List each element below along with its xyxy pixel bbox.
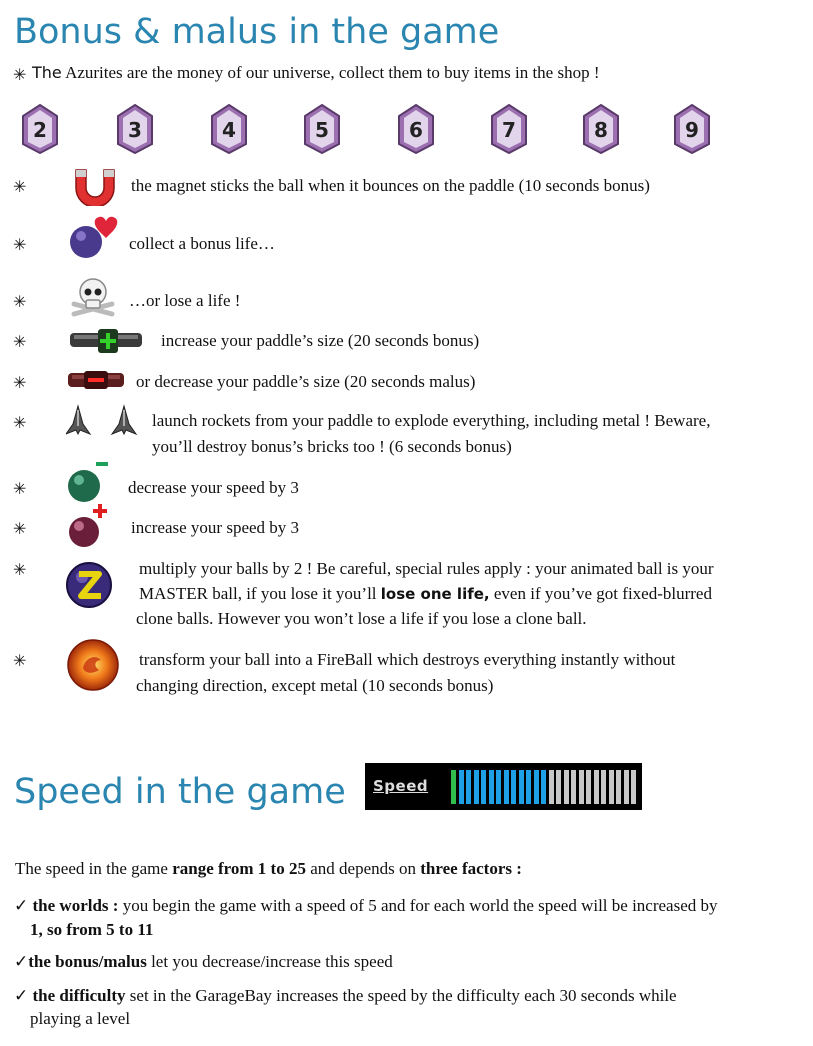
- gem-value: 3: [128, 118, 142, 142]
- item-text: decrease your speed by 3: [128, 478, 299, 497]
- factor-title: the difficulty: [32, 986, 126, 1005]
- lose-one-life-bold: lose one life,: [380, 585, 490, 603]
- item-text-line3: clone balls. However you won’t lose a life if you lose a clone ball.: [136, 609, 587, 628]
- factor-text: let you decrease/increase this speed: [146, 952, 393, 971]
- bullet-icon: ✳: [13, 521, 27, 538]
- azurite-gem-6: [396, 104, 436, 154]
- speed-segment: [466, 770, 471, 804]
- speed-segment: [594, 770, 599, 804]
- speed-segment: [564, 770, 569, 804]
- item-text-line2: you’ll destroy bonus’s bricks too ! (6 seconds bonus): [152, 437, 512, 456]
- skull-icon: [70, 276, 116, 323]
- speed-range-bold: range from 1 to 25: [172, 859, 306, 878]
- azurite-gem-9: [672, 104, 712, 154]
- factor-title: the worlds :: [32, 896, 119, 915]
- gem-value: 8: [594, 118, 608, 142]
- gem-value: 5: [315, 118, 329, 142]
- item-text: collect a bonus life…: [129, 234, 275, 253]
- speed-segment: [496, 770, 501, 804]
- item-text: increase your paddle’s size (20 seconds bonus): [161, 331, 480, 350]
- check-icon: ✓: [14, 986, 29, 1005]
- speed-segment: [624, 770, 629, 804]
- item-text-line2: changing direction, except metal (10 seconds bonus): [136, 676, 494, 695]
- azurite-gem-4: [209, 104, 249, 154]
- gem-value: 2: [33, 118, 47, 142]
- line2-c: even if you’ve got fixed-blurred: [489, 584, 712, 603]
- check-icon: ✓: [14, 952, 29, 971]
- item-text-line1: launch rockets from your paddle to explode everything, including metal ! Beware,: [152, 411, 711, 430]
- line2-a: MASTER ball, if you lose it you’ll: [139, 584, 381, 603]
- bullet-icon: ✳: [13, 67, 27, 84]
- paddle-minus-icon: [66, 367, 126, 400]
- speed-segment: [579, 770, 584, 804]
- item-text: …or lose a life !: [129, 291, 241, 310]
- speed-segment: [481, 770, 486, 804]
- multiball-icon: [64, 560, 114, 615]
- section-title-bonus: Bonus & malus in the game: [14, 12, 500, 52]
- speed-segment: [534, 770, 539, 804]
- speed-segment: [616, 770, 621, 804]
- rockets-icon: [66, 404, 142, 443]
- azurite-gem-7: [489, 104, 529, 154]
- speed-segment: [586, 770, 591, 804]
- bullet-icon: ✳: [13, 375, 27, 392]
- speed-segment: [504, 770, 509, 804]
- intro-prefix: The: [32, 63, 62, 82]
- speed-meter-label: Speed: [373, 777, 429, 795]
- speed-segment: [631, 770, 636, 804]
- bullet-icon: ✳: [13, 237, 27, 254]
- factor-worlds-line2: [30, 917, 153, 943]
- item-text: increase your speed by 3: [131, 518, 300, 537]
- item-text: the magnet sticks the ball when it bounces on the paddle (10 seconds bonus): [131, 176, 650, 195]
- gem-value: 4: [222, 118, 236, 142]
- speed-segment: [601, 770, 606, 804]
- fireball-icon: [65, 638, 121, 697]
- check-icon: ✓: [14, 896, 29, 915]
- factor-difficulty-line2: playing a level: [30, 1009, 131, 1028]
- speed-segment: [571, 770, 576, 804]
- item-text-line1: transform your ball into a FireBall which destroys everything instantly without: [139, 650, 676, 669]
- bullet-icon: ✳: [13, 653, 27, 670]
- heart-ball-icon: [66, 214, 122, 265]
- azurite-gem-8: [581, 104, 621, 154]
- speed-meter: [365, 763, 642, 810]
- azurite-gem-2: [20, 104, 60, 154]
- paddle-plus-icon: [68, 325, 144, 362]
- speed-segment: [519, 770, 524, 804]
- bullet-icon: ✳: [13, 179, 27, 196]
- bullet-icon: ✳: [13, 294, 27, 311]
- bullet-icon: ✳: [13, 481, 27, 498]
- speed-segment: [549, 770, 554, 804]
- speed-segment: [511, 770, 516, 804]
- azurite-intro: [32, 60, 600, 86]
- item-text: or decrease your paddle’s size (20 seconds malus): [136, 372, 476, 391]
- magnet-icon: [70, 166, 120, 211]
- factor-bonus-malus: [14, 949, 393, 975]
- gem-value: 6: [409, 118, 423, 142]
- item-text-line1: multiply your balls by 2 ! Be careful, special rules apply : your animated ball is your: [139, 559, 714, 578]
- gem-value: 7: [502, 118, 516, 142]
- speed-segment: [556, 770, 561, 804]
- speed-segment: [609, 770, 614, 804]
- intro-text: Azurites are the money of our universe, collect them to buy items in the shop !: [61, 63, 600, 82]
- factor-text: you begin the game with a speed of 5 and for each world the speed will be increased by: [118, 896, 718, 915]
- speed-segment: [541, 770, 546, 804]
- speed-segment: [489, 770, 494, 804]
- speed-segment: [526, 770, 531, 804]
- section-title-speed: Speed in the game: [14, 772, 346, 812]
- item-text-line2: [139, 581, 712, 607]
- speed-segment: [459, 770, 464, 804]
- speed-plus-icon: [66, 502, 114, 553]
- speed-intro-c: and depends on: [305, 859, 421, 878]
- azurite-gem-3: [115, 104, 155, 154]
- azurite-gem-5: [302, 104, 342, 154]
- speed-intro: [15, 856, 522, 882]
- speed-intro-a: The speed in the game: [15, 859, 173, 878]
- speed-segment: [474, 770, 479, 804]
- factor-text: set in the GarageBay increases the speed by the difficulty each 30 seconds while: [125, 986, 677, 1005]
- bullet-icon: ✳: [13, 415, 27, 432]
- speed-segment: [451, 770, 456, 804]
- bullet-icon: ✳: [13, 334, 27, 351]
- factor-title: the bonus/malus: [28, 952, 147, 971]
- factor-worlds: [14, 893, 718, 919]
- three-factors-bold: three factors :: [420, 859, 522, 878]
- bullet-icon: ✳: [13, 562, 27, 579]
- gem-value: 9: [685, 118, 699, 142]
- factor-text-bold: 1, so from 5 to 11: [30, 920, 154, 939]
